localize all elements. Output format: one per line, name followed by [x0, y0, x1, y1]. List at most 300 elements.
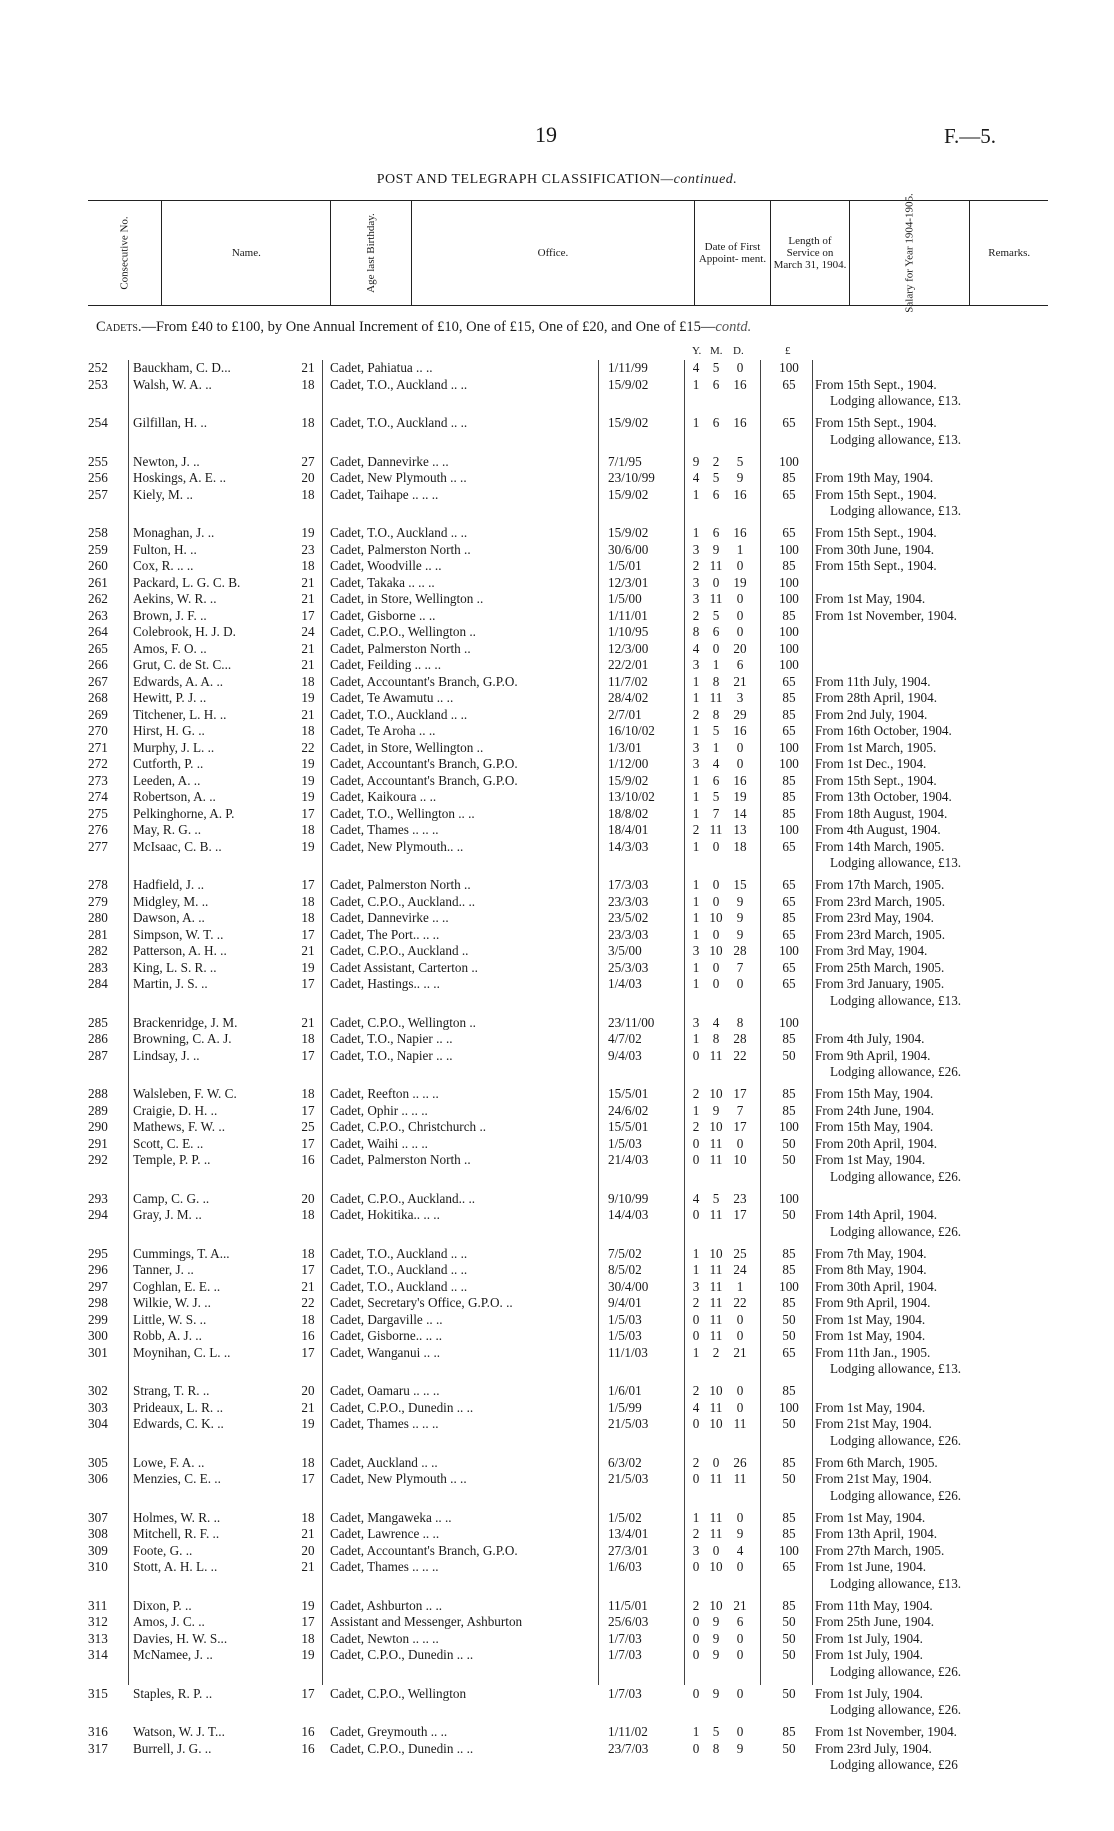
- table-row: [0, 1086, 1114, 1103]
- date-cell: 23/5/02: [608, 910, 649, 925]
- age-cell: 17: [301, 1102, 315, 1118]
- remarks-cell: From 1st November, 1904.: [815, 607, 957, 623]
- salary-cell: 50: [782, 1328, 796, 1343]
- remarks-cell: From 14th April, 1904.: [815, 1207, 937, 1222]
- date-cell: 21/5/03: [608, 1471, 649, 1486]
- service-years: 3: [692, 1278, 700, 1294]
- date-cell: 1/5/00: [608, 591, 642, 606]
- age-cell: 17: [301, 1471, 315, 1486]
- date-cell: 15/9/02: [608, 415, 649, 430]
- office-cell: Cadet, C.P.O., Auckland.. ..: [330, 1190, 476, 1206]
- service-months: 6: [712, 486, 720, 502]
- date-cell: 3/5/00: [608, 943, 642, 958]
- remarks-cell: From 15th Sept., 1904.: [815, 772, 937, 788]
- date-cell: 15/9/02: [608, 525, 649, 540]
- salary-cell: 50: [782, 1630, 796, 1646]
- service-years: 1: [692, 690, 700, 705]
- remarks-cell: From 28th April, 1904.: [815, 690, 937, 705]
- service-months: 9: [712, 1102, 720, 1118]
- service-years: 3: [692, 756, 700, 771]
- office-cell: Cadet, Waihi .. .. ..: [330, 1135, 428, 1151]
- remarks-cell: Lodging allowance, £13.: [830, 855, 962, 870]
- salary-cell: 50: [782, 1416, 796, 1431]
- salary-cell: 65: [782, 1344, 796, 1360]
- service-days: 22: [733, 1295, 747, 1310]
- service-years: 1: [692, 1344, 700, 1360]
- salary-cell: 100: [779, 756, 799, 771]
- age-cell: 18: [301, 1207, 315, 1222]
- service-months: 10: [709, 1559, 723, 1574]
- service-days: 0: [736, 558, 744, 573]
- service-years: 1: [692, 789, 700, 804]
- remarks-cell: From 1st June, 1904.: [815, 1559, 926, 1574]
- service-days: 29: [733, 706, 747, 722]
- date-cell: 1/7/03: [608, 1685, 642, 1701]
- consecutive-no: 281: [88, 926, 108, 942]
- remarks-cell: Lodging allowance, £13.: [830, 992, 962, 1008]
- service-days: 0: [736, 1383, 744, 1398]
- service-months: 9: [712, 541, 720, 557]
- service-months: 11: [709, 690, 723, 705]
- consecutive-no: 276: [88, 822, 108, 837]
- service-days: 6: [736, 657, 744, 672]
- table-row: [0, 822, 1114, 839]
- age-cell: 17: [301, 607, 315, 623]
- table-row: [0, 470, 1114, 487]
- table-row: [0, 1471, 1114, 1510]
- staff-table: [0, 360, 1114, 1779]
- remarks-cell: From 15th May, 1904.: [815, 1119, 934, 1134]
- table-row: [0, 690, 1114, 707]
- age-cell: 18: [301, 1630, 315, 1646]
- name-cell: Murphy, J. L. ..: [133, 739, 215, 755]
- salary-cell: 100: [779, 1399, 799, 1415]
- age-cell: 21: [301, 640, 315, 656]
- age-cell: 18: [301, 910, 315, 925]
- office-cell: Cadet, Secretary's Office, G.P.O. ..: [330, 1295, 513, 1310]
- table-row: [0, 525, 1114, 542]
- office-cell: Cadet, Takaka .. .. ..: [330, 574, 435, 590]
- service-years: 2: [692, 1526, 700, 1541]
- table-row: [0, 723, 1114, 740]
- remarks-cell: From 1st May, 1904.: [815, 1311, 926, 1327]
- table-row: [0, 1279, 1114, 1296]
- service-months: 11: [709, 1471, 723, 1486]
- table-row: [0, 1741, 1114, 1780]
- service-months: 7: [712, 805, 720, 821]
- remarks-cell: From 1st May, 1904.: [815, 1509, 926, 1525]
- service-years: 1: [692, 415, 700, 430]
- name-cell: Aekins, W. R. ..: [133, 591, 217, 606]
- office-cell: Cadet, Accountant's Branch, G.P.O.: [330, 772, 518, 788]
- service-days: 9: [736, 1740, 744, 1756]
- service-months: 10: [709, 1416, 723, 1431]
- salary-cell: 85: [782, 805, 796, 821]
- service-years: 2: [692, 558, 700, 573]
- service-days: 7: [736, 1102, 744, 1118]
- age-cell: 17: [301, 1262, 315, 1277]
- name-cell: McIsaac, C. B. ..: [133, 838, 222, 854]
- salary-cell: 85: [782, 470, 796, 485]
- office-cell: Cadet, C.P.O., Wellington: [330, 1685, 467, 1701]
- date-cell: 18/8/02: [608, 805, 649, 821]
- age-cell: 21: [301, 657, 315, 672]
- date-cell: 1/6/03: [608, 1559, 642, 1574]
- service-days: 0: [736, 1685, 744, 1701]
- service-months: 11: [709, 1328, 723, 1343]
- service-days: 0: [736, 1724, 744, 1739]
- service-days: 0: [736, 1135, 744, 1151]
- salary-cell: 100: [779, 453, 799, 469]
- consecutive-no: 279: [88, 893, 108, 909]
- service-months: 6: [712, 376, 720, 392]
- service-months: 0: [712, 1454, 720, 1470]
- name-cell: Martin, J. S. ..: [133, 976, 208, 991]
- office-cell: Cadet, Pahiatua .. ..: [330, 360, 433, 375]
- table-row: [0, 487, 1114, 526]
- consecutive-no: 278: [88, 877, 108, 892]
- salary-cell: 50: [782, 1152, 796, 1167]
- salary-cell: 100: [779, 943, 799, 958]
- consecutive-no: 311: [88, 1597, 108, 1613]
- service-months: 10: [709, 1119, 723, 1134]
- consecutive-no: 300: [88, 1328, 108, 1343]
- consecutive-no: 268: [88, 690, 108, 705]
- service-months: 6: [712, 624, 720, 639]
- office-cell: Cadet, Te Awamutu .. ..: [330, 690, 454, 705]
- age-cell: 19: [301, 756, 315, 771]
- name-cell: Pelkinghorne, A. P.: [133, 805, 235, 821]
- service-months: 11: [709, 1207, 723, 1222]
- service-years: 3: [692, 1014, 700, 1030]
- date-cell: 25/3/03: [608, 959, 649, 975]
- age-cell: 17: [301, 1614, 315, 1629]
- date-cell: 27/3/01: [608, 1542, 649, 1558]
- header-remarks: Remarks.: [970, 201, 1048, 306]
- salary-cell: 100: [779, 657, 799, 672]
- age-cell: 21: [301, 706, 315, 722]
- salary-cell: 50: [782, 1685, 796, 1701]
- name-cell: Browning, C. A. J.: [133, 1031, 232, 1046]
- salary-cell: 100: [779, 1278, 799, 1294]
- office-cell: Cadet, Dannevirke .. ..: [330, 910, 449, 925]
- service-years: 2: [692, 822, 700, 837]
- unit-years: Y.: [692, 345, 702, 357]
- service-days: 21: [733, 1597, 747, 1613]
- consecutive-no: 290: [88, 1119, 108, 1134]
- service-months: 11: [709, 1311, 723, 1327]
- office-cell: Cadet, T.O., Auckland .. ..: [330, 1262, 468, 1277]
- office-cell: Cadet, Thames .. .. ..: [330, 1559, 439, 1574]
- service-years: 1: [692, 376, 700, 392]
- age-cell: 20: [301, 1190, 315, 1206]
- service-years: 0: [692, 1416, 700, 1431]
- salary-cell: 85: [782, 1509, 796, 1525]
- service-days: 13: [733, 822, 747, 837]
- age-cell: 18: [301, 415, 315, 430]
- service-years: 2: [692, 607, 700, 623]
- date-cell: 14/4/03: [608, 1207, 649, 1222]
- remarks-cell: From 15th Sept., 1904.: [815, 558, 937, 573]
- age-cell: 18: [301, 673, 315, 689]
- remarks-cell: From 6th March, 1905.: [815, 1454, 938, 1470]
- section-text: —From £40 to £100, by One Annual Increment of £10, One of £15, One of £20, and One of £15—: [141, 319, 716, 335]
- age-cell: 18: [301, 1031, 315, 1046]
- date-cell: 9/10/99: [608, 1190, 649, 1206]
- date-cell: 13/4/01: [608, 1526, 649, 1541]
- service-years: 1: [692, 673, 700, 689]
- service-months: 11: [709, 1047, 723, 1063]
- consecutive-no: 301: [88, 1344, 108, 1360]
- service-months: 10: [709, 1086, 723, 1101]
- table-row: [0, 1724, 1114, 1741]
- age-cell: 17: [301, 1685, 315, 1701]
- table-row: [0, 624, 1114, 641]
- name-cell: Edwards, A. A. ..: [133, 673, 224, 689]
- header-date: Date of First Appoint- ment.: [694, 201, 770, 306]
- date-cell: 15/5/01: [608, 1119, 649, 1134]
- service-days: 25: [733, 1245, 747, 1261]
- consecutive-no: 274: [88, 789, 108, 804]
- table-row: [0, 1246, 1114, 1263]
- remarks-cell: From 14th March, 1905.: [815, 838, 945, 854]
- name-cell: Wilkie, W. J. ..: [133, 1295, 211, 1310]
- name-cell: Newton, J. ..: [133, 453, 200, 469]
- age-cell: 20: [301, 470, 315, 485]
- office-cell: Cadet, Hastings.. .. ..: [330, 976, 440, 991]
- consecutive-no: 259: [88, 541, 108, 557]
- table-row: [0, 360, 1114, 377]
- name-cell: Lowe, F. A. ..: [133, 1454, 205, 1470]
- name-cell: Amos, F. O. ..: [133, 640, 207, 656]
- table-row: [0, 927, 1114, 944]
- salary-cell: 65: [782, 877, 796, 892]
- table-row: [0, 657, 1114, 674]
- name-cell: King, L. S. R. ..: [133, 959, 217, 975]
- date-cell: 30/6/00: [608, 541, 649, 557]
- service-days: 7: [736, 959, 744, 975]
- office-cell: Cadet, T.O., Auckland .. ..: [330, 525, 468, 540]
- service-months: 0: [712, 877, 720, 892]
- office-cell: Cadet, T.O., Auckland .. ..: [330, 1245, 468, 1261]
- office-cell: Cadet, C.P.O., Dunedin .. ..: [330, 1399, 474, 1415]
- consecutive-no: 265: [88, 640, 108, 656]
- name-cell: Watson, W. J. T...: [133, 1724, 225, 1739]
- table-row: [0, 910, 1114, 927]
- service-years: 0: [692, 1630, 700, 1646]
- consecutive-no: 316: [88, 1724, 108, 1739]
- title-main: POST AND TELEGRAPH CLASSIFICATION: [376, 172, 661, 187]
- name-cell: Camp, C. G. ..: [133, 1190, 210, 1206]
- office-cell: Cadet, Feilding .. .. ..: [330, 657, 441, 672]
- office-cell: Cadet, T.O., Auckland .. ..: [330, 1278, 468, 1294]
- service-months: 10: [709, 910, 723, 925]
- name-cell: Cummings, T. A...: [133, 1245, 230, 1261]
- office-cell: Assistant and Messenger, Ashburton: [330, 1614, 523, 1629]
- date-cell: 2/7/01: [608, 706, 642, 722]
- service-days: 5: [736, 453, 744, 469]
- service-years: 4: [692, 1190, 700, 1206]
- consecutive-no: 285: [88, 1014, 108, 1030]
- service-days: 0: [736, 591, 744, 606]
- service-years: 0: [692, 1047, 700, 1063]
- age-cell: 17: [301, 805, 315, 821]
- service-days: 9: [736, 1526, 744, 1541]
- consecutive-no: 287: [88, 1047, 108, 1063]
- remarks-cell: Lodging allowance, £26: [830, 1757, 958, 1772]
- service-days: 16: [733, 525, 747, 540]
- service-years: 1: [692, 525, 700, 540]
- name-cell: Burrell, J. G. ..: [133, 1740, 212, 1756]
- date-cell: 12/3/00: [608, 640, 649, 656]
- remarks-cell: From 1st May, 1904.: [815, 1328, 926, 1343]
- date-cell: 25/6/03: [608, 1614, 649, 1629]
- service-years: 0: [692, 1207, 700, 1222]
- consecutive-no: 273: [88, 772, 108, 788]
- service-days: 0: [736, 360, 744, 375]
- consecutive-no: 302: [88, 1383, 108, 1398]
- date-cell: 9/4/03: [608, 1047, 642, 1063]
- consecutive-no: 292: [88, 1152, 108, 1167]
- remarks-cell: Lodging allowance, £26.: [830, 1432, 962, 1448]
- salary-cell: 85: [782, 1031, 796, 1046]
- title-suffix: —continued.: [660, 172, 738, 187]
- service-days: 15: [733, 877, 747, 892]
- consecutive-no: 254: [88, 415, 108, 430]
- service-years: 1: [692, 1245, 700, 1261]
- service-years: 0: [692, 1559, 700, 1574]
- name-cell: Amos, J. C. ..: [133, 1614, 205, 1629]
- service-years: 8: [692, 624, 700, 639]
- consecutive-no: 299: [88, 1311, 108, 1327]
- date-cell: 28/4/02: [608, 690, 649, 705]
- remarks-cell: Lodging allowance, £26.: [830, 1223, 962, 1239]
- service-months: 11: [709, 591, 723, 606]
- date-cell: 30/4/00: [608, 1278, 649, 1294]
- service-months: 0: [712, 976, 720, 991]
- name-cell: Strang, T. R. ..: [133, 1383, 210, 1398]
- date-cell: 1/7/03: [608, 1647, 642, 1662]
- service-years: 9: [692, 453, 700, 469]
- remarks-cell: From 30th June, 1904.: [815, 541, 935, 557]
- consecutive-no: 280: [88, 910, 108, 925]
- service-days: 9: [736, 910, 744, 925]
- remarks-cell: From 13th April, 1904.: [815, 1526, 937, 1541]
- service-years: 0: [692, 1152, 700, 1167]
- date-cell: 1/5/03: [608, 1328, 642, 1343]
- consecutive-no: 275: [88, 805, 108, 821]
- service-months: 8: [712, 673, 720, 689]
- section-cont: contd.: [715, 319, 752, 335]
- date-cell: 1/5/03: [608, 1135, 642, 1151]
- table-row: [0, 1559, 1114, 1598]
- service-days: 0: [736, 1328, 744, 1343]
- remarks-cell: Lodging allowance, £26.: [830, 1064, 962, 1079]
- remarks-cell: From 1st July, 1904.: [815, 1647, 923, 1662]
- name-cell: Stott, A. H. L. ..: [133, 1559, 218, 1574]
- service-months: 10: [709, 1245, 723, 1261]
- name-cell: Hirst, H. G. ..: [133, 723, 205, 738]
- office-cell: Cadet, Palmerston North ..: [330, 640, 471, 656]
- office-cell: Cadet, Ophir .. .. ..: [330, 1102, 428, 1118]
- table-row: [0, 377, 1114, 416]
- age-cell: 19: [301, 772, 315, 788]
- office-cell: Cadet, Reefton .. .. ..: [330, 1086, 439, 1101]
- consecutive-no: 312: [88, 1614, 108, 1629]
- unit-months: M.: [710, 345, 723, 357]
- date-cell: 15/9/02: [608, 486, 649, 502]
- salary-cell: 100: [779, 739, 799, 755]
- office-cell: Cadet, in Store, Wellington ..: [330, 591, 484, 606]
- salary-cell: 100: [779, 624, 799, 639]
- date-cell: 23/7/03: [608, 1740, 649, 1756]
- service-days: 21: [733, 1344, 747, 1360]
- office-cell: Cadet Assistant, Carterton ..: [330, 959, 478, 975]
- service-years: 1: [692, 723, 700, 738]
- office-cell: Cadet, Te Aroha .. ..: [330, 723, 436, 738]
- age-cell: 18: [301, 893, 315, 909]
- date-cell: 1/4/03: [608, 976, 642, 991]
- age-cell: 19: [301, 789, 315, 804]
- consecutive-no: 256: [88, 470, 108, 485]
- service-months: 11: [709, 1278, 723, 1294]
- office-cell: Cadet, in Store, Wellington ..: [330, 739, 484, 755]
- remarks-cell: Lodging allowance, £26.: [830, 1702, 962, 1717]
- salary-cell: 85: [782, 1295, 796, 1310]
- remarks-cell: Lodging allowance, £13.: [830, 1361, 962, 1376]
- name-cell: Kiely, M. ..: [133, 486, 193, 502]
- salary-cell: 65: [782, 486, 796, 502]
- office-cell: Cadet, C.P.O., Dunedin .. ..: [330, 1740, 474, 1756]
- salary-cell: 50: [782, 1740, 796, 1756]
- age-cell: 16: [301, 1152, 315, 1167]
- table-row: [0, 608, 1114, 625]
- office-cell: Cadet, Accountant's Branch, G.P.O.: [330, 1542, 518, 1558]
- service-years: 2: [692, 1454, 700, 1470]
- salary-cell: 85: [782, 558, 796, 573]
- service-months: 4: [712, 756, 720, 771]
- office-cell: Cadet, Taihape .. .. ..: [330, 486, 439, 502]
- consecutive-no: 258: [88, 525, 108, 540]
- date-cell: 15/9/02: [608, 376, 649, 392]
- service-months: 1: [712, 739, 720, 755]
- remarks-cell: From 15th Sept., 1904.: [815, 486, 937, 502]
- remarks-cell: Lodging allowance, £13.: [830, 1575, 962, 1591]
- service-months: 0: [712, 838, 720, 854]
- service-days: 0: [736, 607, 744, 623]
- service-months: 5: [712, 723, 720, 738]
- service-months: 11: [709, 1295, 723, 1310]
- age-cell: 19: [301, 959, 315, 975]
- remarks-cell: From 23rd March, 1905.: [815, 926, 946, 942]
- consecutive-no: 255: [88, 453, 108, 469]
- date-cell: 18/4/01: [608, 822, 649, 837]
- salary-cell: 65: [782, 415, 796, 430]
- consecutive-no: 310: [88, 1559, 108, 1574]
- service-years: 4: [692, 640, 700, 656]
- service-months: 5: [712, 470, 720, 485]
- remarks-cell: From 23rd March, 1905.: [815, 893, 946, 909]
- name-cell: Simpson, W. T. ..: [133, 926, 224, 942]
- service-years: 1: [692, 910, 700, 925]
- service-days: 9: [736, 926, 744, 942]
- service-days: 10: [733, 1152, 747, 1167]
- service-days: 26: [733, 1454, 747, 1470]
- name-cell: Grut, C. de St. C...: [133, 657, 232, 672]
- date-cell: 7/1/95: [608, 453, 642, 469]
- service-days: 3: [736, 690, 744, 705]
- office-cell: Cadet, Woodville .. ..: [330, 558, 442, 573]
